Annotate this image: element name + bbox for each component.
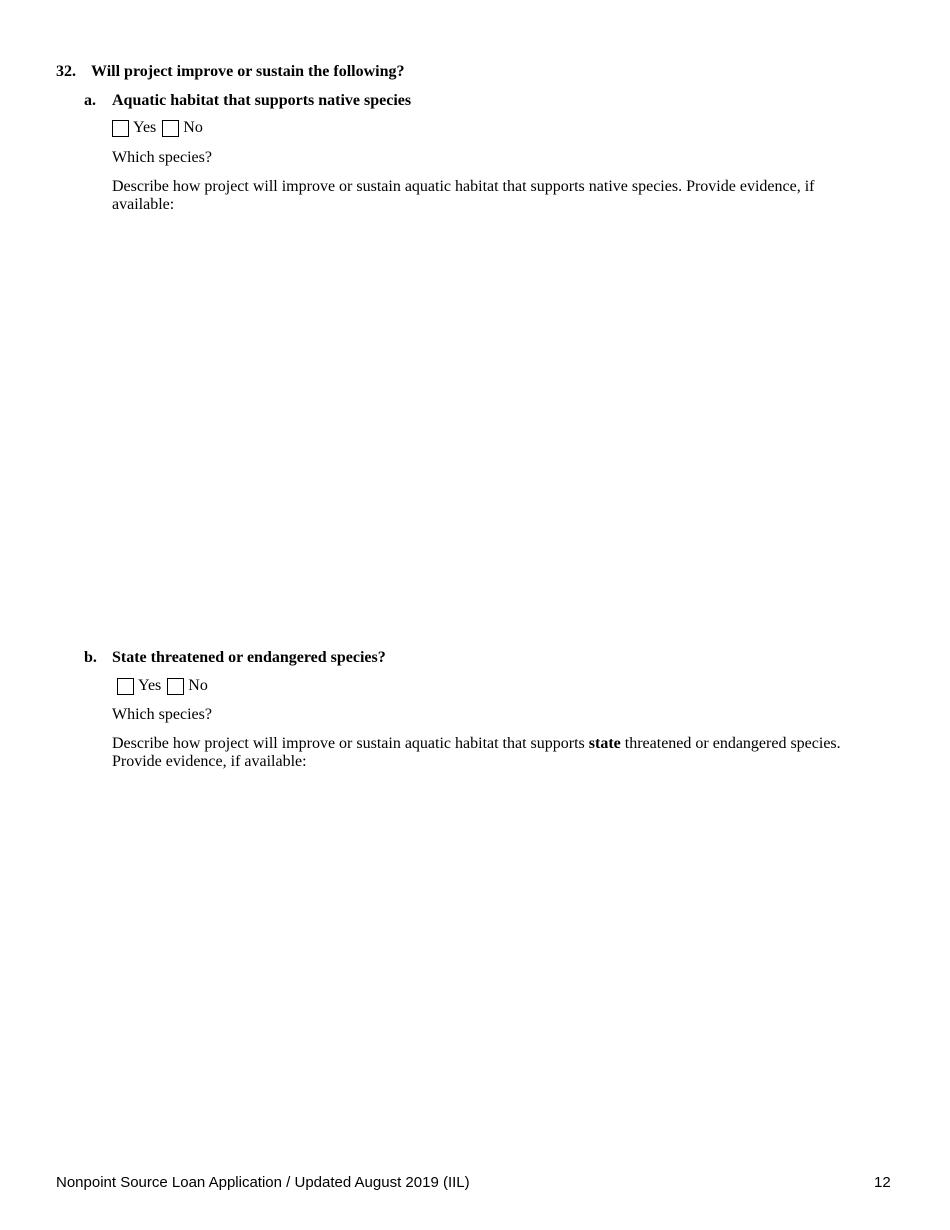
part-a-letter: a.	[84, 92, 96, 109]
part-b-description-prompt	[112, 735, 872, 771]
part-b-letter: b.	[84, 649, 97, 666]
question-text: Will project improve or sustain the following?	[91, 63, 405, 80]
part-b-no-checkbox[interactable]	[167, 678, 184, 695]
part-a-no-checkbox[interactable]	[162, 120, 179, 137]
part-b-yes-no-group	[117, 677, 214, 695]
part-b-title: State threatened or endangered species?	[112, 649, 386, 666]
part-a-description-prompt: Describe how project will improve or sustain aquatic habitat that supports native species. Provide evidence, if available:	[112, 178, 815, 213]
question-number: 32.	[56, 63, 76, 80]
part-b-no-label: No	[188, 677, 208, 694]
part-b-yes-label: Yes	[138, 677, 162, 694]
part-a-which-species: Which species?	[112, 149, 212, 166]
part-b-describe-bold: state	[588, 735, 621, 752]
part-a-yes-checkbox[interactable]	[112, 120, 129, 137]
part-a-title: Aquatic habitat that supports native species	[112, 92, 412, 109]
part-a-yes-label: Yes	[133, 119, 157, 136]
part-a-yes-no-group	[112, 119, 209, 137]
part-b-describe-post: threatened or endangered species. Provide evidence, if available:	[112, 735, 841, 770]
footer-page-number: 12	[874, 1174, 891, 1191]
part-b-yes-checkbox[interactable]	[117, 678, 134, 695]
part-b-describe-pre: Describe how project will improve or sustain aquatic habitat that supports	[112, 735, 589, 752]
part-b-which-species: Which species?	[112, 706, 212, 723]
footer-document-title: Nonpoint Source Loan Application / Updated August 2019 (IIL)	[56, 1174, 470, 1191]
part-a-no-label: No	[183, 119, 203, 136]
